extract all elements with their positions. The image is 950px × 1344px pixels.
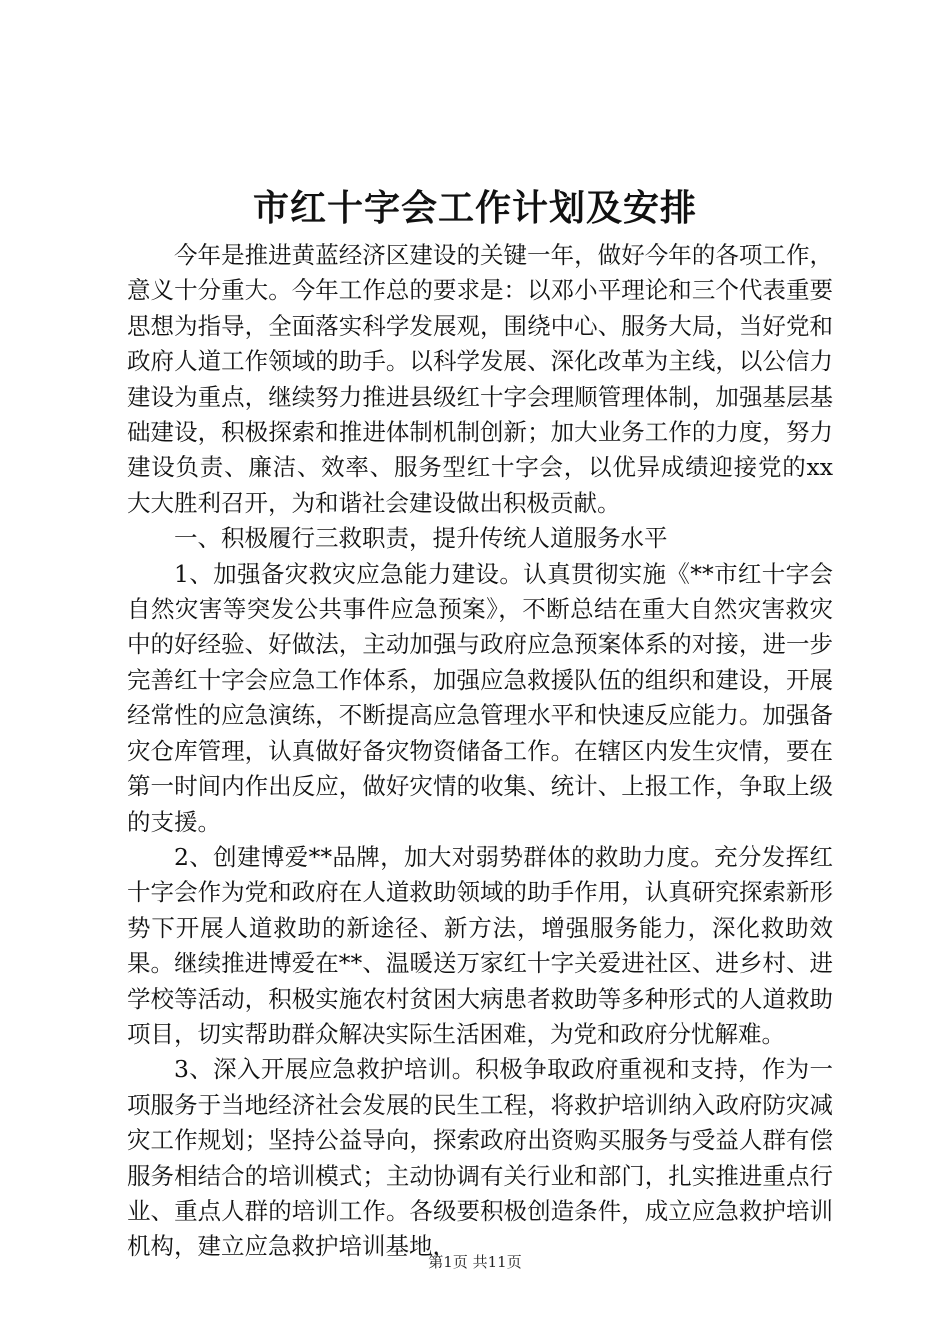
intro-paragraph: 今年是推进黄蓝经济区建设的关键一年，做好今年的各项工作，意义十分重大。今年工作总的要求是：以邓小平理论和三个代表重要思想为指导，全面落实科学发展观，围绕中心、服务大局，当好党和政府人道工作领域的助手。以科学发展、深化改革为主线，以公信力建设为重点，继续努力推进县级红十字会理顺管理体制，加强基层基础建设，积极探索和推进体制机制创新；加大业务工作的力度，努力建设负责、廉洁、效率、服务型红十字会，以优异成绩迎接党的xx大大胜利召开，为和谐社会建设做出积极贡献。	[127, 241, 833, 517]
item-paragraph-1: 1、加强备灾救灾应急能力建设。认真贯彻实施《**市红十字会自然灾害等突发公共事件应急预案》，不断总结在重大自然灾害救灾中的好经验、好做法，主动加强与政府应急预案体系的对接，进一步完善红十字会应急工作体系，加强应急救援队伍的组织和建设，开展经常性的应急演练，不断提高应急管理水平和快速反应能力。加强备灾仓库管理，认真做好备灾物资储备工作。在辖区内发生灾情，要在第一时间内作出反应，做好灾情的收集、统计、上报工作，争取上级的支援。	[127, 559, 833, 836]
page-number-footer: 第1页 共11页	[428, 1253, 522, 1271]
document-title: 市红十字会工作计划及安排	[252, 187, 697, 229]
document-body	[127, 238, 833, 1265]
section-heading-1: 一、积极履行三救职责，提升传统人道服务水平	[174, 524, 668, 553]
item-paragraph-2: 2、创建博爱**品牌，加大对弱势群体的救助力度。充分发挥红十字会作为党和政府在人道救助领域的助手作用，认真研究探索新形势下开展人道救助的新途径、新方法，增强服务能力，深化救助效果。继续推进博爱在**、温暖送万家红十字关爱进社区、进乡村、进学校等活动，积极实施农村贫困大病患者救助等多种形式的人道救助项目，切实帮助群众解决实际生活困难，为党和政府分忧解难。	[127, 842, 833, 1048]
item-paragraph-3: 3、深入开展应急救护培训。积极争取政府重视和支持，作为一项服务于当地经济社会发展的民生工程，将救护培训纳入政府防灾减灾工作规划；坚持公益导向，探索政府出资购买服务与受益人群有偿服务相结合的培训模式；主动协调有关行业和部门，扎实推进重点行业、重点人群的培训工作。各级要积极创造条件，成立应急救护培训机构，建立应急救护培训基地，	[127, 1055, 833, 1261]
